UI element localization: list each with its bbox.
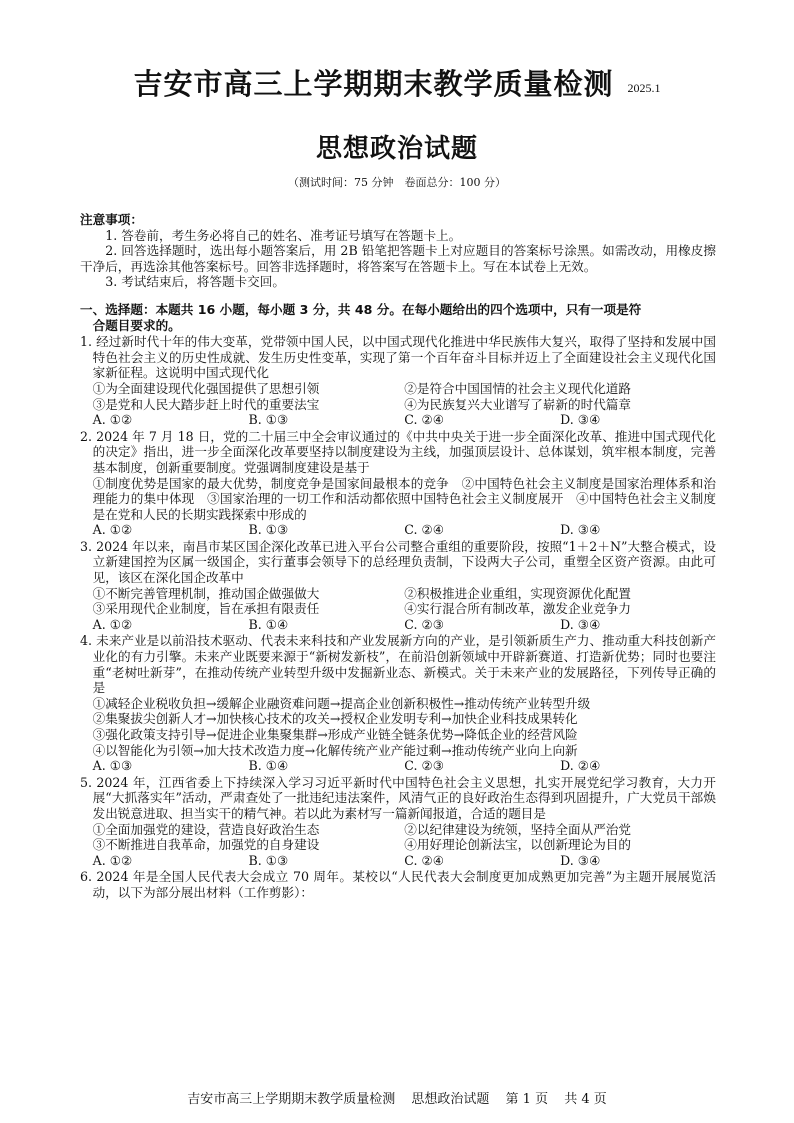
- section-heading: [80, 302, 716, 333]
- transmission-option: ①减轻企业税收负担→缓解企业融资难问题→提高企业创新积极性→推动传统产业转型升级: [92, 695, 591, 711]
- question-stem: 6. 2024 年是全国人民代表大会成立 70 周年。某校以“人民代表大会制度更加成熟更加完善”为主题开展展览活动，以下为部分展出材料（工作剪影）：: [80, 869, 716, 900]
- statement-option: ①不断完善管理机制，推动国企做强做大: [92, 585, 320, 601]
- question-stem: 4. 未来产业是以前沿技术驱动、代表未来科技和产业发展新方向的产业，是引领新质生产力、推动重大科技创新产业化的有力引擎。未来产业既要来源于“新树发新枝”，在前沿创新领域中开辟新赛道、打造新优势；同时也要注重“老树吐新芽”，在推动传统产业转型升级中发掘新业态、新模式。关于未来产业的发展路径，下列传导正确的是: [80, 633, 716, 696]
- statement-option: ④用好理论创新法宝，以创新理论为目的: [404, 837, 631, 853]
- section-heading-text: 一、选择题：本题共 16 小题，每小题 3 分，共 48 分。在每小题给出的四个选项中，只有一项是符: [80, 301, 642, 317]
- notice-heading: 注意事项：: [80, 212, 143, 227]
- question-stem: 5. 2024 年，江西省委上下持续深入学习习近平新时代中国特色社会主义思想，扎实开展党纪学习教育，大力开展“大抓落实年”活动，严肃查处了一批违纪违法案件，风清气正的良好政治生态得到巩固提升，广大党员干部焕发出锐意进取、担当实干的精气神。若以此为素材写一篇新闻报道，合适的题目是: [80, 774, 716, 821]
- answer-choice: C. ②③: [404, 616, 445, 632]
- statement-options: ①制度优势是国家的最大优势，制度竞争是国家间最根本的竞争 ②中国特色社会主义制度是国家治理体系和治理能力的集中体现 ③国家治理的一切工作和活动都依照中国特色社会主义制度展开 ④中国特色社会主义制度是在党和人民的长期实践探索中形成的: [92, 475, 716, 522]
- answer-choices: [80, 853, 716, 869]
- answer-choice: A. ①②: [92, 522, 133, 538]
- answer-choice: C. ②③: [404, 758, 445, 774]
- question-2: [80, 429, 716, 538]
- answer-choice: C. ②④: [404, 852, 445, 868]
- question-stem: 1. 经过新时代十年的伟大变革，党带领中国人民，以中国式现代化推进中华民族伟大复兴，取得了坚持和发展中国特色社会主义的历史性成就、发生历史性变革，实现了第一个百年奋斗目标并迈上了全面建设社会主义现代化国家新征程。这说明中国式现代化: [80, 334, 716, 381]
- footer-exam: 吉安市高三上学期期末教学质量检测: [187, 1092, 396, 1107]
- answer-choices: [80, 617, 716, 633]
- statement-option: ④实行混合所有制改革，激发企业竞争力: [404, 601, 631, 617]
- question-stem: 2. 2024 年 7 月 18 日，党的二十届三中全会审议通过的《中共中央关于进一步全面深化改革、推进中国式现代化的决定》指出，进一步全面深化改革要坚持以制度建设为主线，加强顶层设计、总体谋划，筑牢根本制度，完善基本制度，创新重要制度。党强调制度建设是基于: [80, 428, 716, 475]
- question-5: [80, 775, 716, 869]
- statement-option: ③不断推进自我革命，加强党的自身建设: [92, 837, 320, 853]
- title-row: [0, 62, 794, 103]
- answer-choice: D. ②④: [560, 758, 601, 774]
- statement-option: ③是党和人民大踏步赶上时代的重要法宝: [92, 396, 320, 412]
- footer-subject: 思想政治试题: [411, 1092, 490, 1107]
- answer-choice: D. ③④: [560, 522, 601, 538]
- notice-item: 3. 考试结束后，将答题卡交回。: [105, 274, 285, 290]
- notice-item: 2. 回答选择题时，选出每小题答案后，用 2B 铅笔把答题卡上对应题目的答案标号涂黑。如需改动，用橡皮擦干净后，再选涂其他答案标号。回答非选择题时，将答案写在答题卡上。写在本试卷上无效。: [80, 243, 716, 274]
- exam-title: 吉安市高三上学期期末教学质量检测: [133, 67, 614, 101]
- answer-choice: A. ①②: [92, 616, 133, 632]
- notice-item: 1. 答卷前，考生务必将自己的姓名、准考证号填写在答题卡上。: [105, 227, 462, 243]
- statement-option: ③采用现代企业制度，旨在承担有限责任: [92, 601, 320, 617]
- question-6: [80, 869, 716, 900]
- answer-choice: C. ②④: [404, 522, 445, 538]
- answer-choice: B. ①③: [248, 522, 289, 538]
- answer-choice: A. ①②: [92, 852, 133, 868]
- transmission-option: ③强化政策支持引导→促进企业集聚集群→形成产业链全链条优势→降低企业的经营风险: [92, 727, 578, 742]
- statement-option: ②积极推进企业重组，实现资源优化配置: [404, 585, 631, 601]
- question-4: [80, 633, 716, 773]
- statement-options: [80, 381, 716, 412]
- answer-choice: D. ③④: [560, 616, 601, 632]
- answer-choice: C. ②④: [404, 412, 445, 428]
- transmission-option: ④以智能化为引领→加大技术改造力度→化解传统产业产能过剩→推动传统产业向上向新: [92, 742, 578, 758]
- answer-choices: [80, 522, 716, 538]
- exam-date: 2025.1: [627, 81, 661, 95]
- answer-choice: D. ③④: [560, 412, 601, 428]
- section-heading-cont: 合题目要求的。: [92, 317, 181, 333]
- statement-option: ④为民族复兴大业谱写了崭新的时代篇章: [404, 396, 631, 412]
- question-3: [80, 539, 716, 633]
- answer-choice: B. ①④: [248, 758, 289, 774]
- statement-options: [80, 586, 716, 617]
- statement-option: ②以纪律建设为统领，坚持全面从严治党: [404, 821, 631, 837]
- statement-options: [80, 822, 716, 853]
- answer-choices: [80, 758, 716, 774]
- footer-total: 共 4 页: [564, 1092, 607, 1107]
- statement-option: ②是符合中国国情的社会主义现代化道路: [404, 380, 631, 396]
- exam-meta: （测试时间：75 分钟 卷面总分：100 分）: [288, 176, 506, 189]
- answer-choice: B. ①③: [248, 852, 289, 868]
- question-1: [80, 334, 716, 428]
- statement-option: ①全面加强党的建设，营造良好政治生态: [92, 821, 320, 837]
- answer-choice: B. ①④: [248, 616, 289, 632]
- exam-content: [80, 212, 716, 901]
- subject-title: 思想政治试题: [315, 134, 478, 164]
- answer-choice: B. ①③: [248, 412, 289, 428]
- answer-choices: [80, 412, 716, 428]
- question-stem: 3. 2024 年以来，南昌市某区国企深化改革已进入平台公司整合重组的重要阶段，按照“1＋2＋N”大整合模式，设立新建国控为区属一级国企，实行董事会领导下的总经理负责制，下设两大子公司，重塑全区资产资源。由此可见，该区在深化国企改革中: [80, 538, 716, 586]
- footer-page: 第 1 页: [505, 1092, 549, 1107]
- answer-choice: A. ①②: [92, 412, 133, 428]
- answer-choice: A. ①③: [92, 758, 133, 774]
- page-footer: [0, 1088, 794, 1107]
- transmission-option: ②集聚拔尖创新人才→加快核心技术的攻关→授权企业发明专利→加快企业科技成果转化: [92, 711, 578, 727]
- statement-option: ①为全面建设现代化强国提供了思想引领: [92, 380, 320, 396]
- answer-choice: D. ③④: [560, 852, 601, 868]
